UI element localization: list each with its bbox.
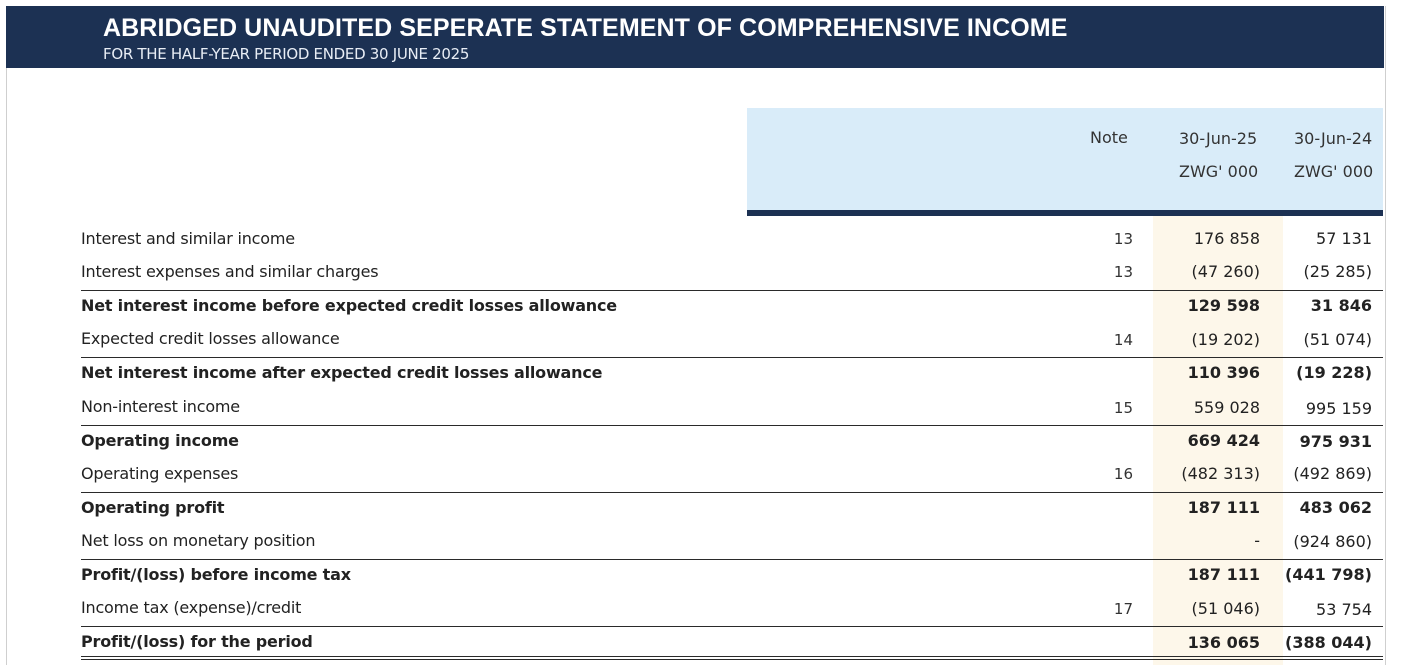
row-current-value: (47 260) [1191,262,1260,281]
row-current-value: 110 396 [1187,363,1260,382]
statement-subtitle: FOR THE HALF-YEAR PERIOD ENDED 30 JUNE 2025 [103,45,470,63]
row-label: Income tax (expense)/credit [81,598,302,617]
row-prior-value: 31 846 [1310,296,1372,315]
row-prior-value: (51 074) [1303,330,1372,349]
row-current-value: - [1254,531,1260,550]
row-prior-value: 975 931 [1299,432,1372,451]
row-current-value: 187 111 [1187,498,1260,517]
row-current-value: (19 202) [1191,330,1260,349]
row-label: Profit/(loss) for the period [81,632,313,651]
table-row [81,251,1383,284]
row-label: Operating expenses [81,464,239,483]
row-label: Interest and similar income [81,229,295,248]
row-current-value: 136 065 [1187,633,1260,652]
column-header-rule [747,210,1383,216]
table-row [81,389,1383,425]
row-current-value: 187 111 [1187,565,1260,584]
row-current-value: (482 313) [1181,464,1260,483]
row-label: Operating profit [81,498,225,517]
row-label: Net interest income after expected credit losses allowance [81,363,603,382]
row-label: Expected credit losses allowance [81,329,340,348]
row-prior-value: (19 228) [1296,363,1372,382]
table-row [81,457,1383,492]
row-label: Interest expenses and similar charges [81,262,379,281]
row-prior-value: (441 798) [1285,565,1372,584]
row-note: 13 [1113,263,1133,281]
row-label: Net interest income before expected credit losses allowance [81,296,617,315]
table-row [81,357,1383,390]
column-header-panel [747,108,1383,210]
row-note: 16 [1113,465,1133,483]
table-row-total [81,626,1383,657]
row-note: 17 [1113,600,1133,618]
title-banner [6,6,1384,68]
prior-currency-header: ZWG' 000 [1294,162,1374,181]
row-note: 14 [1113,331,1133,349]
table-row [81,218,1383,251]
current-currency-header: ZWG' 000 [1179,162,1259,181]
table-row [81,322,1383,357]
table-row [81,492,1383,525]
note-column-header: Note [1090,128,1128,147]
row-current-value: 669 424 [1187,431,1260,450]
row-current-value: (51 046) [1191,599,1260,618]
row-current-value: 176 858 [1193,229,1260,248]
row-label: Profit/(loss) before income tax [81,565,351,584]
row-label: Operating income [81,431,239,450]
row-note: 13 [1113,230,1133,248]
table-row [81,591,1383,626]
row-prior-value: (492 869) [1293,464,1372,483]
row-current-value: 129 598 [1187,296,1260,315]
prior-period-header: 30-Jun-24 [1294,129,1373,148]
row-prior-value: 483 062 [1299,498,1372,517]
statement-title: ABRIDGED UNAUDITED SEPERATE STATEMENT OF COMPREHENSIVE INCOME [103,14,1068,42]
row-current-value: 559 028 [1193,398,1260,417]
row-prior-value: (25 285) [1303,262,1372,281]
row-prior-value: (924 860) [1293,532,1372,551]
table-row [81,524,1383,559]
table-row [81,559,1383,592]
row-label: Net loss on monetary position [81,531,316,550]
row-note: 15 [1113,399,1133,417]
row-prior-value: 53 754 [1316,600,1372,619]
table-row [81,290,1383,323]
row-prior-value: (388 044) [1285,633,1372,652]
table-row [81,425,1383,458]
row-prior-value: 995 159 [1305,399,1372,418]
row-prior-value: 57 131 [1316,229,1372,248]
current-period-header: 30-Jun-25 [1179,129,1258,148]
row-label: Non-interest income [81,397,240,416]
